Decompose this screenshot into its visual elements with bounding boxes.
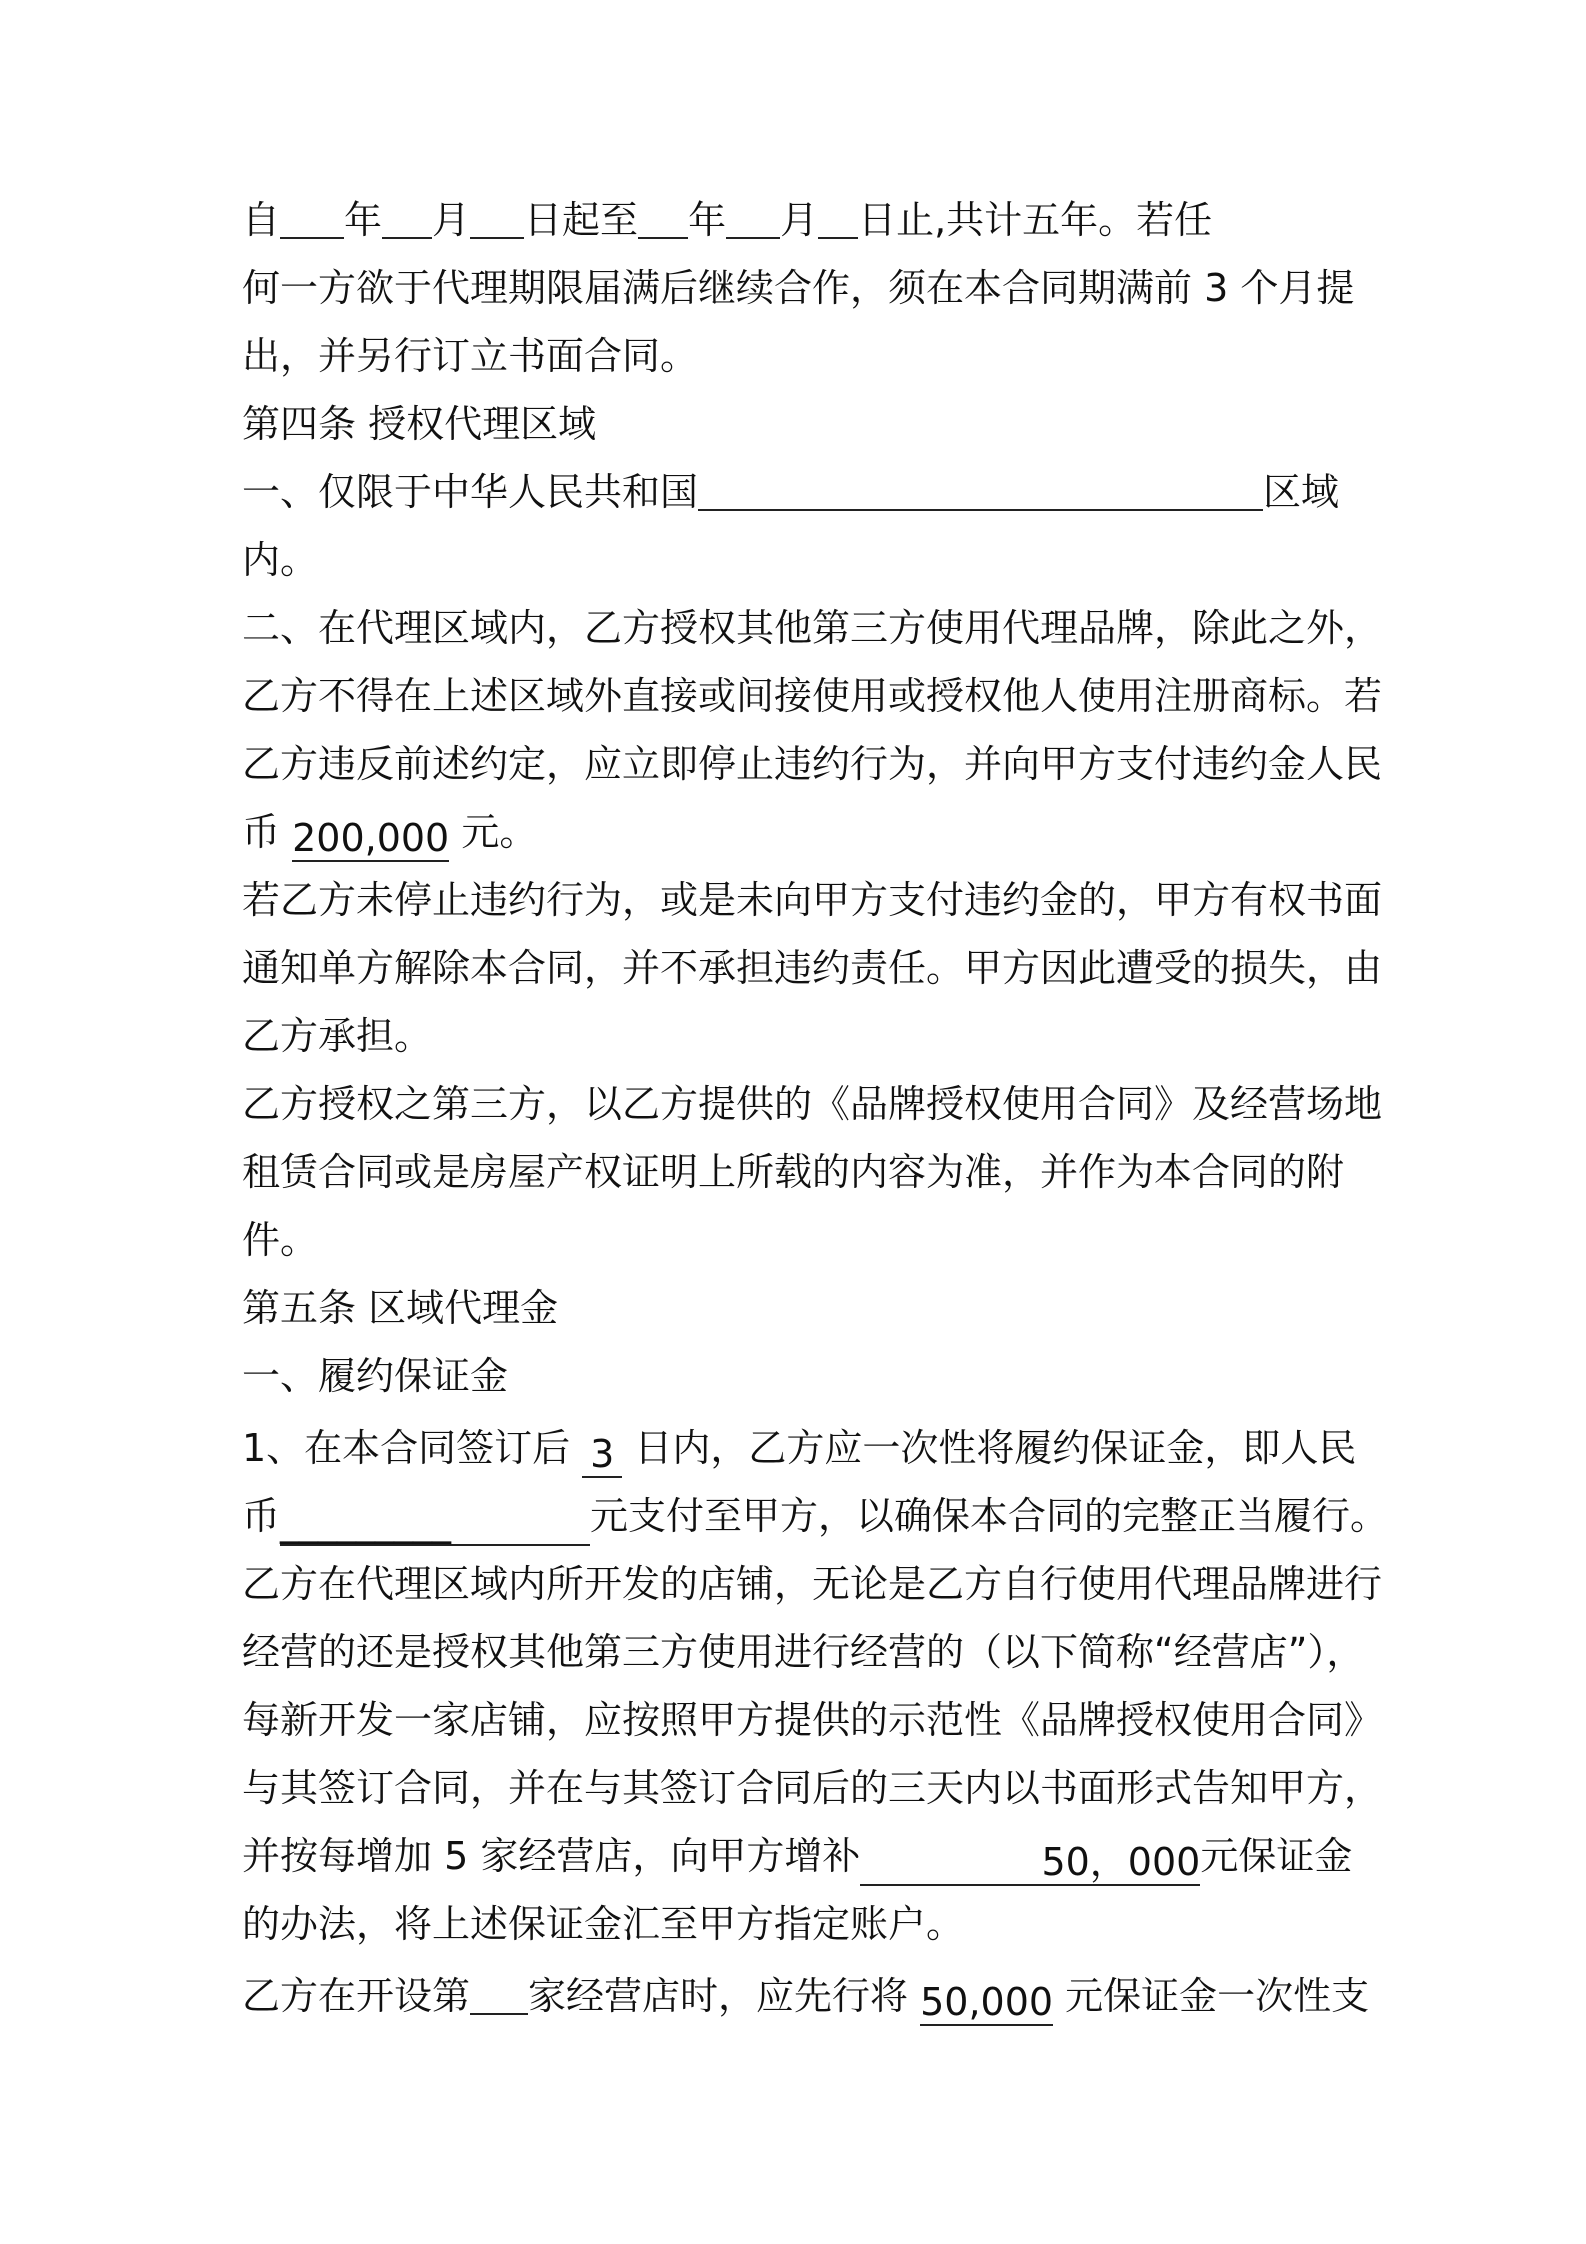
supplement-deposit-amount: 50，000	[860, 1840, 1200, 1886]
paragraph-line	[242, 186, 1362, 254]
paragraph-line	[242, 1962, 1370, 2030]
text: 自	[242, 198, 281, 242]
blank-year-end	[638, 193, 688, 239]
text: 区域	[1263, 470, 1340, 514]
paragraph-line: 租赁合同或是房屋产权证明上所载的内容为准，并作为本合同的附	[242, 1150, 1345, 1194]
paragraph-line: 二、在代理区域内，乙方授权其他第三方使用代理品牌，除此之外，	[242, 606, 1383, 650]
store-deposit-amount: 50,000	[920, 1980, 1054, 2024]
text: 年	[688, 198, 727, 242]
text: 元。	[449, 810, 538, 854]
paragraph-line: 出，并另行订立书面合同。	[242, 334, 699, 378]
paragraph-line: 何一方欲于代理期限届满后继续合作，须在本合同期满前 3 个月提	[242, 266, 1355, 310]
text: 乙方在开设第	[242, 1974, 471, 2018]
paragraph-line: 若乙方未停止违约行为，或是未向甲方支付违约金的，甲方有权书面	[242, 878, 1383, 922]
article-heading: 第四条 授权代理区域	[242, 402, 597, 446]
blank-month-end	[726, 193, 780, 239]
paragraph-line	[242, 1822, 1362, 1890]
text: 日起至	[524, 198, 639, 242]
blank-month-start	[382, 193, 432, 239]
paragraph-line: 乙方违反前述约定，应立即停止违约行为，并向甲方支付违约金人民	[242, 742, 1383, 786]
paragraph-line: 内。	[242, 538, 319, 582]
paragraph-line: 乙方承担。	[242, 1014, 433, 1058]
paragraph-line: 每新开发一家店铺，应按照甲方提供的示范性《品牌授权使用合同》	[242, 1698, 1383, 1742]
paragraph-line: 件。	[242, 1218, 319, 1262]
paragraph-line: 的办法，将上述保证金汇至甲方指定账户。	[242, 1902, 965, 1946]
text: 币	[242, 1494, 281, 1538]
text: 家经营店时，应先行将	[528, 1974, 921, 2018]
paragraph-line: 乙方不得在上述区域外直接或间接使用或授权他人使用注册商标。若	[242, 674, 1383, 718]
text: 1、在本合同签订后	[242, 1426, 583, 1470]
text: 日内，乙方应一次性将履约保证金，即人民	[622, 1426, 1357, 1470]
paragraph-line: 通知单方解除本合同，并不承担违约责任。甲方因此遭受的损失，由	[242, 946, 1383, 990]
blank-store-number	[470, 1969, 528, 2015]
paragraph-line	[242, 458, 1362, 526]
section-heading: 一、履约保证金	[242, 1354, 509, 1398]
text: 元支付至甲方，以确保本合同的完整正当履行。	[590, 1494, 1389, 1538]
text: 年	[344, 198, 383, 242]
blank-region	[698, 465, 1263, 511]
text: 币	[242, 810, 293, 854]
contract-page	[242, 186, 1389, 2030]
blank-year-start	[280, 193, 344, 239]
article-heading: 第五条 区域代理金	[242, 1286, 559, 1330]
blank-day-start	[470, 193, 524, 239]
days-value: 3	[582, 1432, 622, 1478]
blank-day-end	[818, 193, 858, 239]
paragraph-line: 经营的还是授权其他第三方使用进行经营的（以下简称“经营店”），	[242, 1630, 1365, 1674]
penalty-amount: 200,000	[292, 816, 450, 860]
paragraph-line: 乙方授权之第三方，以乙方提供的《品牌授权使用合同》及经营场地	[242, 1082, 1383, 1126]
text: 元保证金	[1200, 1834, 1353, 1878]
text: 元保证金一次性支	[1053, 1974, 1370, 2018]
paragraph-line: 与其签订合同，并在与其签订合同后的三天内以书面形式告知甲方，	[242, 1766, 1383, 1810]
text: 月	[432, 198, 471, 242]
text: 并按每增加 5 家经营店，向甲方增补	[242, 1834, 861, 1878]
text: 月	[780, 198, 819, 242]
deposit-amount-blank: _________	[280, 1500, 590, 1546]
paragraph-line	[242, 1414, 1362, 1482]
text: 一、仅限于中华人民共和国	[242, 470, 699, 514]
paragraph-line: 乙方在代理区域内所开发的店铺，无论是乙方自行使用代理品牌进行	[242, 1562, 1383, 1606]
paragraph-line	[242, 798, 1362, 866]
text: 日止,共计五年。若任	[858, 198, 1213, 242]
paragraph-line	[242, 1482, 1389, 1550]
